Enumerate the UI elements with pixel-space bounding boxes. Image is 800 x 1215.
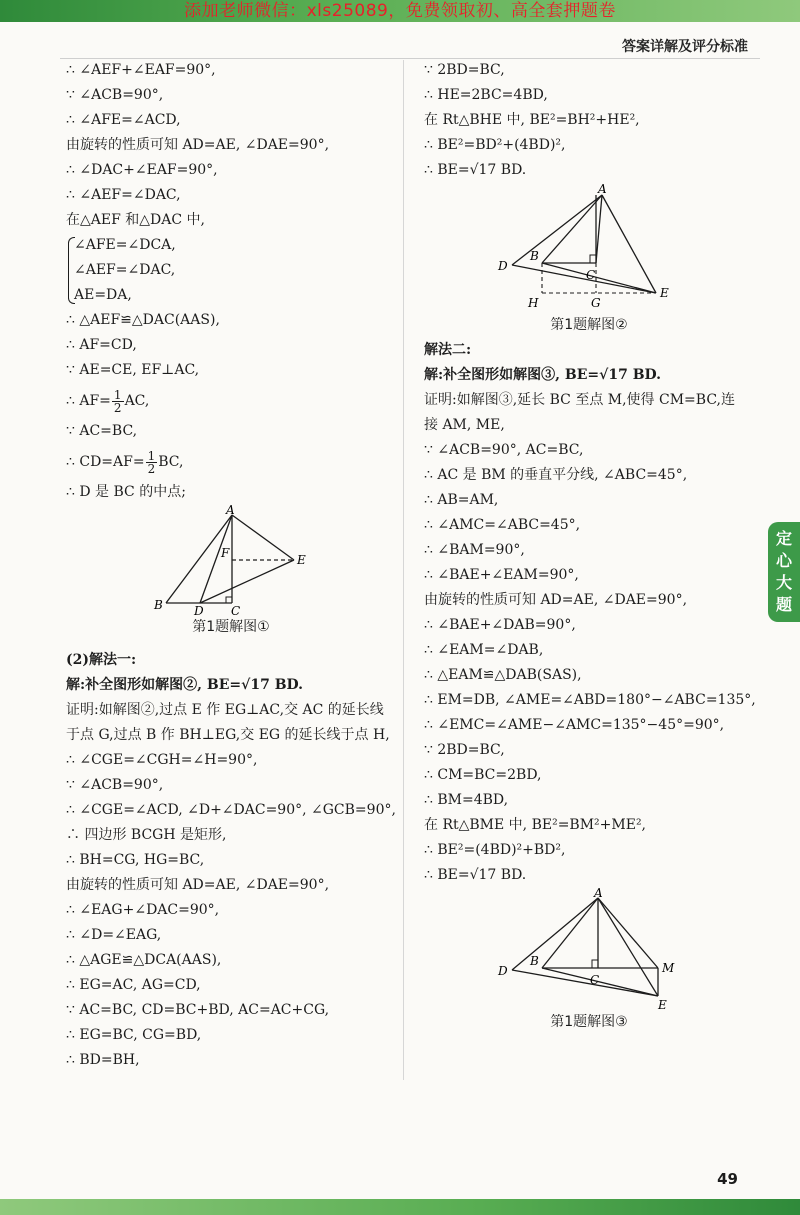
method2-answer: 解:补全图形如解图③, BE=√17 BD. bbox=[424, 367, 662, 383]
proof-line: 证明:如解图③,延长 BC 至点 M,使得 CM=BC,连 bbox=[424, 392, 736, 408]
proof-line: 证明:如解图②,过点 E 作 EG⊥AC,交 AC 的延长线 bbox=[66, 702, 384, 718]
proof-line: ∴ ∠BAM=90°, bbox=[424, 542, 525, 558]
part2-title: (2)解法一: bbox=[66, 652, 137, 668]
label-A: A bbox=[226, 505, 235, 517]
right-column bbox=[424, 58, 754, 1035]
proof-line: ∴ D 是 BC 的中点; bbox=[66, 484, 186, 500]
side-tab-char: 心 bbox=[775, 551, 792, 570]
figure-1-diagram bbox=[66, 505, 396, 615]
brace-line: ∠AFE=∠DCA, bbox=[74, 237, 176, 253]
proof-line: ∴ CM=BC=2BD, bbox=[424, 767, 542, 783]
proof-line: ∴ ∠CGE=∠ACD, ∠D+∠DAC=90°, ∠GCB=90°, bbox=[66, 802, 396, 818]
af-fraction-line bbox=[66, 383, 396, 419]
left-lines-a bbox=[66, 58, 396, 233]
proof-line: ∴ ∠EAM=∠DAB, bbox=[424, 642, 544, 658]
label-B: B bbox=[530, 954, 539, 968]
proof-line: ∴ ∠AEF+∠EAF=90°, bbox=[66, 62, 216, 78]
proof-line: 在 Rt△BME 中, BE²=BM²+ME², bbox=[424, 817, 647, 833]
right-lines-a bbox=[424, 58, 754, 183]
right-lines-b bbox=[424, 388, 754, 888]
af-suffix: AC, bbox=[124, 393, 150, 409]
page-number: 49 bbox=[717, 1170, 738, 1188]
label-H: H bbox=[528, 296, 539, 310]
brace-line: ∠AEF=∠DAC, bbox=[74, 262, 176, 278]
proof-line: 接 AM, ME, bbox=[424, 417, 505, 433]
label-F: F bbox=[221, 546, 230, 560]
label-D: D bbox=[194, 604, 204, 615]
proof-line: ∴ ∠BAE+∠EAM=90°, bbox=[424, 567, 579, 583]
proof-line: ∴ △AEF≌△DAC(AAS), bbox=[66, 312, 220, 328]
proof-line: ∴ EG=BC, CG=BD, bbox=[66, 1027, 202, 1043]
label-C: C bbox=[590, 973, 600, 987]
cd-suffix: BC, bbox=[158, 454, 184, 470]
label-C: C bbox=[586, 268, 596, 282]
frac-den: 2 bbox=[113, 400, 122, 415]
proof-line: ∵ ∠ACB=90°, bbox=[66, 777, 164, 793]
figure-3-caption: 第1题解图③ bbox=[550, 1014, 628, 1030]
label-D: D bbox=[498, 964, 508, 978]
proof-line: ∴ EM=DB, ∠AME=∠ABD=180°−∠ABC=135°, bbox=[424, 692, 756, 708]
label-B: B bbox=[154, 598, 163, 612]
proof-line: ∵ AC=BC, CD=BC+BD, AC=AC+CG, bbox=[66, 1002, 330, 1018]
proof-line: ∴ ∠AMC=∠ABC=45°, bbox=[424, 517, 581, 533]
fraction-half bbox=[146, 450, 158, 475]
proof-line: ∵ ∠ACB=90°, bbox=[66, 87, 164, 103]
bottom-decor-strip bbox=[0, 1199, 800, 1215]
column-divider bbox=[403, 60, 404, 1080]
left-lines-c bbox=[66, 698, 396, 1073]
proof-line: ∴ BM=4BD, bbox=[424, 792, 509, 808]
label-A: A bbox=[594, 888, 603, 900]
figure-2 bbox=[424, 183, 754, 313]
proof-line: ∴ ∠AFE=∠ACD, bbox=[66, 112, 181, 128]
left-column bbox=[66, 58, 396, 1073]
proof-line: ∴ BE²=(4BD)²+BD², bbox=[424, 842, 566, 858]
label-G: G bbox=[591, 296, 601, 310]
proof-line: ∴ ∠DAC+∠EAF=90°, bbox=[66, 162, 218, 178]
proof-line: ∴ BE=√17 BD. bbox=[424, 162, 527, 178]
label-C: C bbox=[231, 604, 241, 615]
proof-line: ∴ ∠EAG+∠DAC=90°, bbox=[66, 902, 220, 918]
frac-num: 1 bbox=[113, 387, 122, 402]
part2-answer: 解:补全图形如解图②, BE=√17 BD. bbox=[66, 677, 304, 693]
proof-line: 在△AEF 和△DAC 中, bbox=[66, 212, 205, 228]
cd-prefix: ∴ CD=AF= bbox=[66, 454, 145, 470]
side-tab-char: 大 bbox=[775, 573, 792, 592]
figure-2-diagram bbox=[424, 183, 754, 313]
label-M: M bbox=[662, 961, 675, 975]
brace-line: AE=DA, bbox=[74, 287, 132, 303]
proof-line: ∴ BE²=BD²+(4BD)², bbox=[424, 137, 566, 153]
proof-line: ∴ 四边形 BCGH 是矩形, bbox=[66, 827, 227, 843]
fraction-half bbox=[112, 389, 124, 414]
label-E: E bbox=[660, 286, 669, 300]
proof-line: ∴ ∠CGE=∠CGH=∠H=90°, bbox=[66, 752, 258, 768]
af-prefix: ∴ AF= bbox=[66, 393, 111, 409]
frac-den: 2 bbox=[147, 461, 156, 476]
proof-line: ∴ ∠AEF=∠DAC, bbox=[66, 187, 181, 203]
proof-line: ∴ BE=√17 BD. bbox=[424, 867, 527, 883]
figure-1-caption: 第1题解图① bbox=[192, 619, 270, 635]
proof-line: ∴ BH=CG, HG=BC, bbox=[66, 852, 205, 868]
condition-brace bbox=[66, 233, 396, 308]
proof-line: ∴ AB=AM, bbox=[424, 492, 499, 508]
frac-num: 1 bbox=[147, 448, 156, 463]
label-B: B bbox=[530, 249, 539, 263]
proof-line: 于点 G,过点 B 作 BH⊥EG,交 EG 的延长线于点 H, bbox=[66, 727, 390, 743]
section-tab bbox=[768, 522, 800, 622]
proof-line: ∴ AC 是 BM 的垂直平分线, ∠ABC=45°, bbox=[424, 467, 688, 483]
figure-3-diagram bbox=[424, 888, 754, 1010]
figure-1 bbox=[66, 505, 396, 615]
method2-title: 解法二: bbox=[424, 342, 472, 358]
proof-line: ∴ EG=AC, AG=CD, bbox=[66, 977, 201, 993]
proof-line: ∵ ∠ACB=90°, AC=BC, bbox=[424, 442, 584, 458]
proof-line: ∴ BD=BH, bbox=[66, 1052, 140, 1068]
side-tab-char: 定 bbox=[775, 529, 792, 548]
proof-line: 由旋转的性质可知 AD=AE, ∠DAE=90°, bbox=[66, 137, 330, 153]
proof-line: ∴ HE=2BC=4BD, bbox=[424, 87, 548, 103]
proof-line: 由旋转的性质可知 AD=AE, ∠DAE=90°, bbox=[66, 877, 330, 893]
figure-2-caption: 第1题解图② bbox=[550, 317, 628, 333]
proof-line: 在 Rt△BHE 中, BE²=BH²+HE², bbox=[424, 112, 640, 128]
proof-line: ∴ AF=CD, bbox=[66, 337, 137, 353]
proof-line: ∵ AC=BC, bbox=[66, 423, 138, 439]
label-D: D bbox=[498, 259, 508, 273]
proof-line: ∴ △AGE≌△DCA(AAS), bbox=[66, 952, 222, 968]
proof-line: ∵ AE=CE, EF⊥AC, bbox=[66, 362, 200, 378]
proof-line: ∵ 2BD=BC, bbox=[424, 62, 505, 78]
cd-fraction-line bbox=[66, 444, 396, 480]
proof-line: ∴ ∠BAE+∠DAB=90°, bbox=[424, 617, 576, 633]
proof-line: ∵ 2BD=BC, bbox=[424, 742, 505, 758]
side-tab-char: 题 bbox=[775, 595, 792, 614]
label-E: E bbox=[297, 553, 306, 567]
promo-banner: 添加老师微信：xls25089，免费领取初、高全套押题卷 bbox=[184, 1, 616, 21]
proof-line: ∴ △EAM≌△DAB(SAS), bbox=[424, 667, 582, 683]
proof-line: ∴ ∠D=∠EAG, bbox=[66, 927, 162, 943]
proof-line: ∴ ∠EMC=∠AME−∠AMC=135°−45°=90°, bbox=[424, 717, 725, 733]
label-E: E bbox=[658, 998, 667, 1010]
page-header: 答案详解及评分标准 bbox=[622, 39, 748, 55]
figure-3 bbox=[424, 888, 754, 1010]
proof-line: 由旋转的性质可知 AD=AE, ∠DAE=90°, bbox=[424, 592, 688, 608]
label-A: A bbox=[598, 183, 607, 196]
